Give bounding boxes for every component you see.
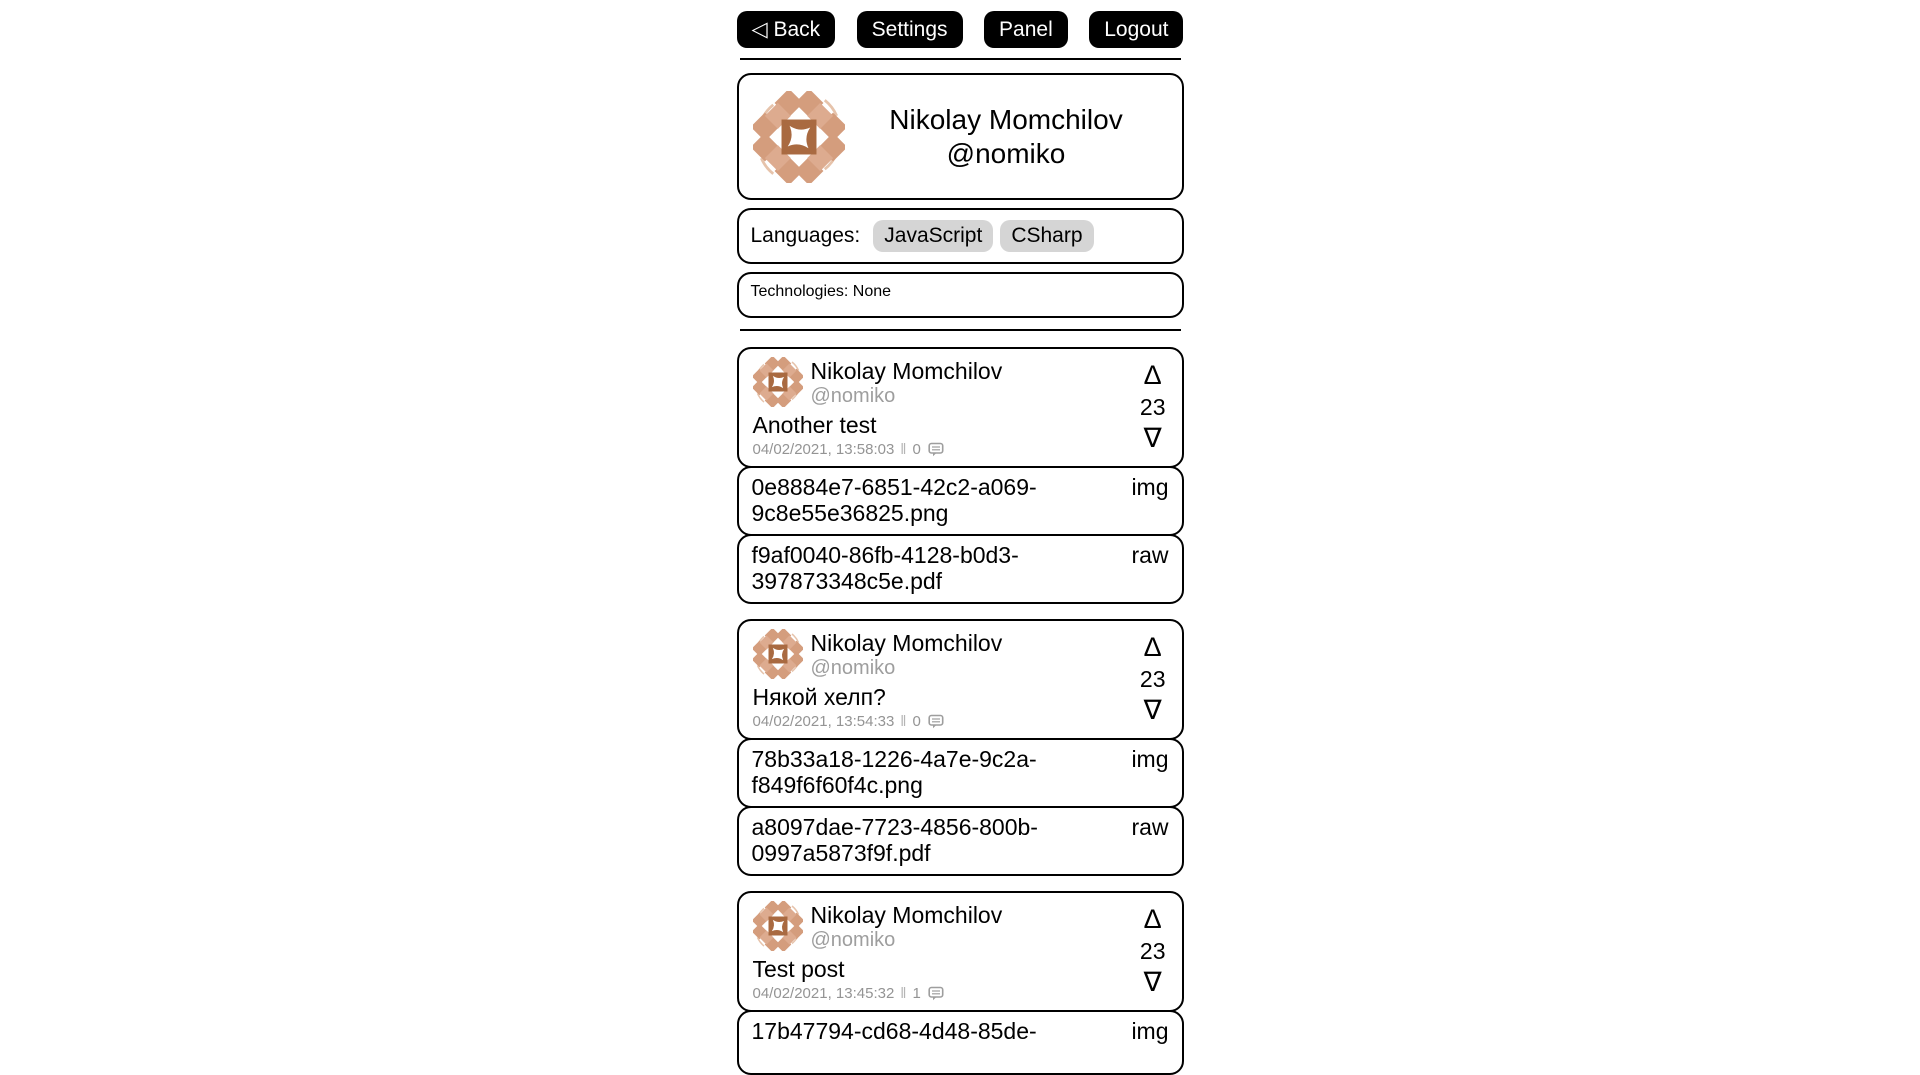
attachment-filename: f9af0040-86fb-4128-b0d3-397873348c5e.pdf [751, 542, 1019, 594]
profile-handle: @nomiko [946, 137, 1066, 169]
attachment-type-badge: raw [1131, 542, 1169, 568]
post-meta [753, 985, 1132, 1002]
meta-separator: ‖ [900, 441, 907, 458]
downvote-button[interactable]: ∇ [1143, 423, 1162, 453]
comment-count: 1 [912, 985, 921, 1002]
vote-score: 23 [1139, 937, 1166, 964]
upvote-button[interactable]: Δ [1143, 904, 1162, 934]
attachment-type-badge: img [1131, 474, 1169, 500]
meta-separator: ‖ [900, 985, 907, 1002]
settings-button[interactable]: Settings [857, 11, 963, 48]
post-content [753, 357, 1132, 458]
attachment-type-badge: raw [1131, 814, 1169, 840]
post-group [737, 619, 1184, 876]
panel-button[interactable]: Panel [984, 11, 1068, 48]
post-author-handle: @nomiko [810, 657, 896, 679]
attachment-filename: 17b47794-cd68-4d48-85de- [751, 1018, 1037, 1044]
post-timestamp: 04/02/2021, 13:58:03 [752, 441, 895, 458]
attachment-type-badge: img [1131, 746, 1169, 772]
post-author-handle: @nomiko [810, 385, 896, 407]
post-author-row [753, 901, 1132, 952]
post-group [737, 347, 1184, 604]
profile-card [737, 73, 1184, 200]
downvote-button[interactable]: ∇ [1143, 695, 1162, 725]
post-card[interactable] [737, 347, 1184, 468]
meta-separator: ‖ [900, 713, 907, 730]
attachment-filename: 0e8884e7-6851-42c2-a069-9c8e55e36825.png [751, 474, 1037, 526]
languages-label: Languages: [750, 224, 861, 247]
post-card[interactable] [737, 891, 1184, 1012]
profile-names [845, 103, 1168, 171]
vote-score: 23 [1139, 393, 1166, 420]
profile-avatar [753, 91, 845, 183]
post-title: Test post [752, 956, 845, 982]
logout-button[interactable]: Logout [1089, 11, 1183, 48]
vote-controls [1132, 357, 1182, 458]
post-author-row [753, 357, 1132, 408]
post-author-avatar [753, 629, 803, 679]
post-author-handle: @nomiko [810, 929, 896, 951]
post-author-name: Nikolay Momchilov [810, 358, 1003, 384]
vote-controls [1132, 901, 1182, 1002]
technologies-card [737, 272, 1184, 318]
comment-bubble-icon [928, 714, 944, 729]
post-title: Another test [752, 412, 877, 438]
post-group [737, 891, 1184, 1075]
post-author-names [811, 629, 1003, 680]
upvote-button[interactable]: Δ [1143, 632, 1162, 662]
downvote-button[interactable]: ∇ [1143, 967, 1162, 997]
attachment-filename: 78b33a18-1226-4a7e-9c2a-f849f6f60f4c.png [751, 746, 1037, 798]
top-nav [737, 11, 1184, 48]
post-author-name: Nikolay Momchilov [810, 902, 1003, 928]
post-author-row [753, 629, 1132, 680]
attachment-row[interactable] [737, 806, 1184, 876]
technologies-label: Technologies: None [750, 283, 892, 300]
comment-count: 0 [912, 441, 921, 458]
vote-score: 23 [1139, 665, 1166, 692]
profile-name: Nikolay Momchilov [889, 103, 1123, 135]
vote-controls [1132, 629, 1182, 730]
attachment-type-badge: img [1131, 1018, 1169, 1044]
post-content [753, 629, 1132, 730]
post-timestamp: 04/02/2021, 13:54:33 [752, 713, 895, 730]
post-author-names [811, 357, 1003, 408]
post-author-avatar [753, 901, 803, 951]
attachment-row[interactable] [737, 738, 1184, 808]
attachment-row[interactable] [737, 534, 1184, 604]
divider-top [740, 58, 1181, 60]
language-badge-javascript: JavaScript [873, 220, 993, 252]
post-title: Някой хелп? [752, 684, 886, 710]
languages-card [737, 208, 1184, 264]
post-content [753, 901, 1132, 1002]
comment-bubble-icon [928, 986, 944, 1001]
comment-count: 0 [912, 713, 921, 730]
attachment-row[interactable] [737, 466, 1184, 536]
profile-page [737, 11, 1184, 1075]
upvote-button[interactable]: Δ [1143, 360, 1162, 390]
post-card[interactable] [737, 619, 1184, 740]
post-meta [753, 441, 1132, 458]
attachment-row[interactable] [737, 1010, 1184, 1075]
language-badge-csharp: CSharp [1000, 220, 1093, 252]
attachment-filename: a8097dae-7723-4856-800b-0997a5873f9f.pdf [751, 814, 1038, 866]
comment-bubble-icon [928, 442, 944, 457]
post-author-avatar [753, 357, 803, 407]
back-button[interactable]: ◁ Back [737, 11, 836, 48]
post-meta [753, 713, 1132, 730]
post-author-name: Nikolay Momchilov [810, 630, 1003, 656]
post-timestamp: 04/02/2021, 13:45:32 [752, 985, 895, 1002]
post-author-names [811, 901, 1003, 952]
divider-posts [740, 329, 1181, 331]
